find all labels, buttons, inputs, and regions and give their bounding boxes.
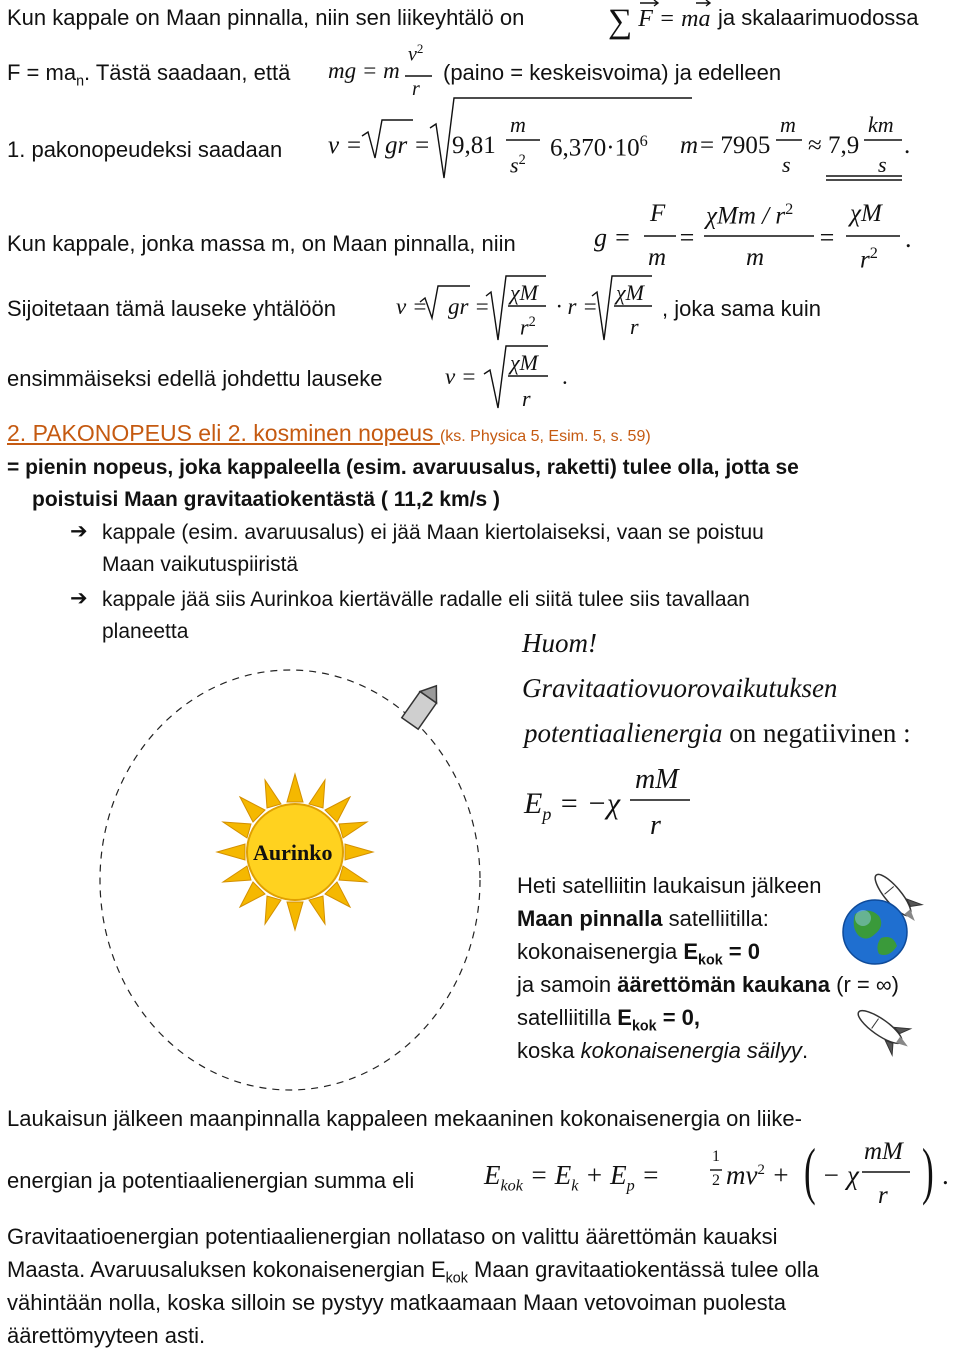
intro-line-3: 1. pakonopeudeksi saadaan [7,137,283,162]
para-3a: Sijoitetaan tämä lauseke yhtälöön [7,296,336,321]
intro-line-1b: ja skalaarimuodossa [718,5,919,30]
ep-den: r [650,810,661,841]
sat-line-1: Heti satelliitin laukaisun jälkeen [517,873,822,898]
g-eq2: = [678,223,696,252]
f1-gr: gr = [385,132,431,159]
sat-line-3: kokonaisenergia $E_{kok} = 0$ [517,939,760,969]
paren-right: ) [922,1135,934,1206]
s-chiM2: χM [616,280,645,305]
bottom-p2d: äärettömyyteen asti. [7,1323,206,1348]
ep-num: mM [635,764,679,795]
sun-label: Aurinko [253,840,333,865]
f1-m2: m [780,112,796,137]
earth-icon [843,900,907,964]
g-num3: χM [850,200,882,227]
s-v: v = [396,294,428,319]
f1-m-unit: m [680,132,699,159]
huom-line-1: Gravitaatiovuorovaikutuksen [522,673,838,703]
f1-v: v = [328,132,363,159]
pot-den: r [878,1182,888,1209]
huom-title: Huom! [522,628,597,658]
f1-s4: s [878,152,887,177]
rocket-icon [402,680,445,729]
half-den: 2 [712,1172,720,1189]
g-den3: $r^2$ [860,244,878,274]
f1-km: km [868,112,894,137]
f1-g-value: 9,81 [452,132,496,159]
para-3b: , joka sama kuin [662,296,821,321]
f1-dot: . [904,132,911,159]
weight-equation-frac: $v^2$ [408,41,424,66]
sat-line-2: Maan pinnalla satelliitilla: [517,906,769,931]
f1-s2: $s^2$ [510,152,526,178]
g-m2: m [746,244,765,271]
g-F: F [650,200,666,227]
ep-lhs: $E_p = -\chi$ [524,787,621,824]
definition-line-2: poistuisi Maan gravitaatiokentästä ( 11,2 km/s ) [32,488,500,511]
bottom-p2b: Maasta. Avaruusaluksen kokonaisenergian $E_{kok}$ Maan gravitaatiokentässä tulee olla [7,1257,819,1287]
para-4: ensimmäiseksi edellä johdettu lauseke [7,366,383,391]
s-r: r [630,314,639,339]
e-v: v = [445,364,477,389]
arrow-item-1a: kappale (esim. avaruusalus) ei jää Maan kiertolaiseksi, vaan se poistuu [102,521,764,544]
weight-equation-den: r [412,78,420,100]
sat-line-6: koska kokonaisenergia säilyy. [517,1038,809,1063]
g-m: m [648,244,667,271]
weight-equation-lhs: mg = m [328,58,400,83]
definition-line-1: = pienin nopeus, joka kappaleella (esim. avaruusalus, raketti) tulee olla, jotta se [7,456,799,479]
e-r: r [522,386,531,411]
intro-line-1a: Kun kappale on Maan pinnalla, niin sen liikeyhtälö on [7,5,525,30]
sat-line-4: ja samoin äärettömän kaukana (r = ∞) [517,972,899,997]
huom-line-2: potentiaalienergia on negatiivinen : [524,718,911,748]
ekok-formula: $E_{kok} = E_k + E_p$ = [484,1160,660,1195]
half-num: 1 [712,1148,720,1165]
s-gr: gr = [448,294,490,319]
f1-result: = 7905 [700,132,771,159]
kinetic-term: $mv^2$ + [726,1160,790,1190]
g-dot: . [905,224,912,253]
bottom-p1b: energian ja potentiaalienergian summa eli [7,1168,415,1193]
bottom-p2c: vähintään nolla, koska silloin se pystyy matkaamaan Maan vetovoiman puolesta [7,1290,786,1315]
bottom-p1a: Laukaisun jälkeen maanpinnalla kappaleen mekaaninen kokonaisenergia on liike- [7,1106,802,1131]
intro-line-2: $F = ma_n$. Tästä saadaan, että [7,60,291,90]
f1-m: m [510,112,526,137]
para-2: Kun kappale, jonka massa m, on Maan pinnalla, niin [7,231,516,256]
paren-left: ( [804,1135,816,1206]
arrow-item-2a: kappale jää siis Aurinkoa kiertävälle radalle eli siitä tulee siis tavallaan [102,588,750,611]
g-eq3: = [818,223,836,252]
arrow-item-2b: planeetta [102,620,189,643]
end-dot: . [942,1160,949,1190]
s-dotr: · r = [556,294,598,319]
arrow-icon: ➔ [70,587,88,610]
pot-num: mM [864,1138,903,1165]
e-chiM: χM [510,350,539,375]
f1-r-value: $6,370\cdot 10^6$ [550,132,648,162]
f1-approx: ≈ 7,9 [808,132,860,159]
g-formula: g = [594,223,632,252]
arrow-item-1b: Maan vaikutuspiiristä [102,553,299,576]
s-chiM: χM [510,280,539,305]
e-dot: . [562,364,568,389]
s-r2: $r^2$ [520,314,536,340]
pot-term: − χ [822,1160,859,1190]
sat-line-5: satelliitilla $E_{kok} = 0$, [517,1005,701,1035]
section-heading: 2. PAKONOPEUS eli 2. kosminen nopeus (ks. Physica 5, Esim. 5, s. 59) [7,420,651,446]
g-num2: χMm / $r^2$ [706,200,794,230]
f1-s3: s [782,152,791,177]
vector-equation: ∑ F = ma [608,3,711,40]
arrow-icon: ➔ [70,520,88,543]
bottom-p2a: Gravitaatioenergian potentiaalienergian nollataso on valittu äärettömän kauaksi [7,1224,778,1249]
rocket-icon [850,999,918,1060]
intro-line-2c: (paino = keskeisvoima) ja edelleen [443,60,782,85]
